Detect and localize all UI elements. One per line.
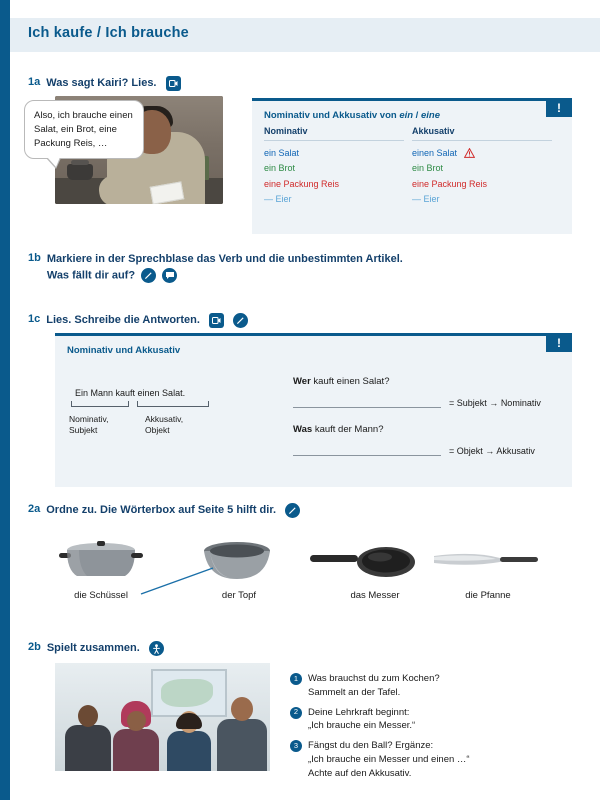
grammar-table [252,126,572,217]
answer-1-role: = Subjekt [449,398,487,408]
list-item [290,672,570,700]
question-1-keyword: Wer [293,376,311,387]
grammar-infobox [252,98,572,234]
example-sentence: Ein Mann kauft einen Salat. [75,388,186,398]
worksheet-example [69,388,249,437]
task-2b-number: 2b [28,641,41,653]
attention-flag-icon: ! [546,98,572,117]
left-rail [0,0,10,800]
page-title: Ich kaufe / Ich brauche [28,25,189,41]
task-1a-text: Was sagt Kairi? Lies. [46,77,157,89]
step-number-badge: 2 [290,707,302,719]
task-1c-number: 1c [28,313,41,325]
grammar-title-ein: ein [399,110,414,121]
task-2b-heading [28,641,164,657]
label-object [145,414,215,437]
list-item [290,739,570,780]
answer-2-case: Akkusativ [496,446,535,456]
step-number-badge: 1 [290,673,302,685]
grammar-colhead-akkusativ: Akkusativ [412,126,552,141]
task-2a-text: Ordne zu. Die Wörterbox auf Seite 5 hilft dir. [46,504,277,516]
caption-das-messer: das Messer [350,590,400,601]
classroom-photo [55,663,270,771]
person-activity-icon[interactable] [149,641,164,656]
list-item-text [308,739,470,780]
world-map-poster [151,669,227,717]
task-1c-text: Lies. Schreibe die Antworten. [46,314,200,326]
label-subject-line1: Nominativ, [69,414,109,424]
answer-line-1 [293,397,593,408]
list-item-line: „Ich brauche ein Messer.“ [308,720,416,732]
caption-die-schuessel: die Schüssel [74,590,128,601]
question-1 [293,376,593,387]
attention-flag-icon: ! [546,333,572,352]
activity-instructions [290,672,570,786]
speech-bubble-icon[interactable] [162,268,177,283]
grammar-row: — Eier [412,193,440,204]
grammar-row: — Eier [264,193,292,204]
answer-1-result [449,398,541,408]
knife-image[interactable] [432,550,542,572]
task-1b-heading [28,252,448,284]
question-1-rest: kauft einen Salat? [310,376,390,387]
grammar-title-prefix: Nominativ und Akkusativ von [264,110,400,121]
pencil-icon[interactable] [233,313,248,328]
grammar-infobox-title [252,101,572,126]
arrow-icon: → [489,398,499,408]
grammar-row [412,146,552,161]
question-2-rest: kauft der Mann? [312,424,384,435]
speech-bubble: Also, ich brauche einen Salat, ein Brot, eine Packung Reis, … [24,100,144,159]
bracket-object [137,401,209,407]
list-item-line: Achte auf den Akkusativ. [308,767,412,779]
caption-der-topf: der Topf [221,590,257,601]
task-1b-line2: Was fällt dir auf? [46,269,136,282]
list-item-line: Fängst du den Ball? Ergänze: [308,740,434,752]
list-item-line: Deine Lehrkraft beginnt: [308,706,410,718]
list-item-text [308,672,440,700]
label-object-line2: Objekt [145,425,170,436]
list-item [290,706,570,734]
arrow-icon: → [485,446,495,456]
grammar-title-eine: eine [420,110,440,121]
task-1b-line1: Markiere in der Sprechblase das Verb und die unbestimmten Artikel. [46,253,403,265]
grammar-row: ein Salat [264,148,300,158]
grammar-row-text: einen Salat [412,148,458,158]
answer-2-result [449,446,535,456]
task-1b-text [47,252,403,284]
decorative-pot-icon [67,164,93,180]
grammar-row: ein Brot [412,163,444,174]
worksheet-questions [293,376,593,472]
answer-input-1[interactable] [293,397,441,408]
task-1c-heading [28,313,248,329]
pencil-icon[interactable] [285,503,300,518]
answer-line-2 [293,445,593,456]
task-1a-number: 1a [28,76,41,88]
list-item-line: Was brauchst du zum Kochen? [308,673,440,684]
pot-with-lid-image[interactable] [58,536,144,584]
grammar-colhead-nominativ: Nominativ [264,126,404,141]
grammar-row: ein Brot [264,163,296,174]
list-item-line: „Ich brauche ein Messer und einen …“ [308,753,470,765]
question-2-keyword: Was [293,424,313,435]
step-number-badge: 3 [290,740,302,752]
task-1b-number: 1b [28,252,41,264]
video-badge-icon[interactable] [209,313,224,328]
video-badge-icon[interactable] [166,76,181,91]
example-brackets [69,401,249,411]
label-subject-line2: Subjekt [69,425,98,436]
answer-2-role: = Objekt [449,446,483,456]
match-connector-line [139,566,215,596]
question-2 [293,424,593,435]
list-item-line: Sammelt an der Tafel. [308,686,401,698]
label-object-line1: Akkusativ, [145,414,184,424]
task-2a-heading [28,503,300,519]
grammar-row: eine Packung Reis [412,178,488,189]
kitchen-objects-row [40,528,580,601]
answer-1-case: Nominativ [500,398,541,408]
caption-die-pfanne: die Pfanne [465,590,511,601]
answer-input-2[interactable] [293,445,441,456]
list-item-text [308,706,415,734]
task-2a-number: 2a [28,503,41,515]
grammar-row: eine Packung Reis [264,178,340,189]
example-labels [69,414,249,437]
frying-pan-image[interactable] [310,542,418,582]
grammar-column-akkusativ [412,126,560,207]
task-2b-text: Spielt zusammen. [46,642,140,654]
bracket-subject [71,401,129,407]
label-subject [69,414,131,437]
worksheet-box [55,333,572,487]
task-1a-heading [28,76,181,92]
grammar-title-sep: / [413,110,421,121]
grammar-column-nominativ [264,126,412,207]
pencil-icon[interactable] [141,268,156,283]
warning-triangle-icon [464,148,474,157]
worksheet-title: Nominativ und Akkusativ [67,345,181,356]
